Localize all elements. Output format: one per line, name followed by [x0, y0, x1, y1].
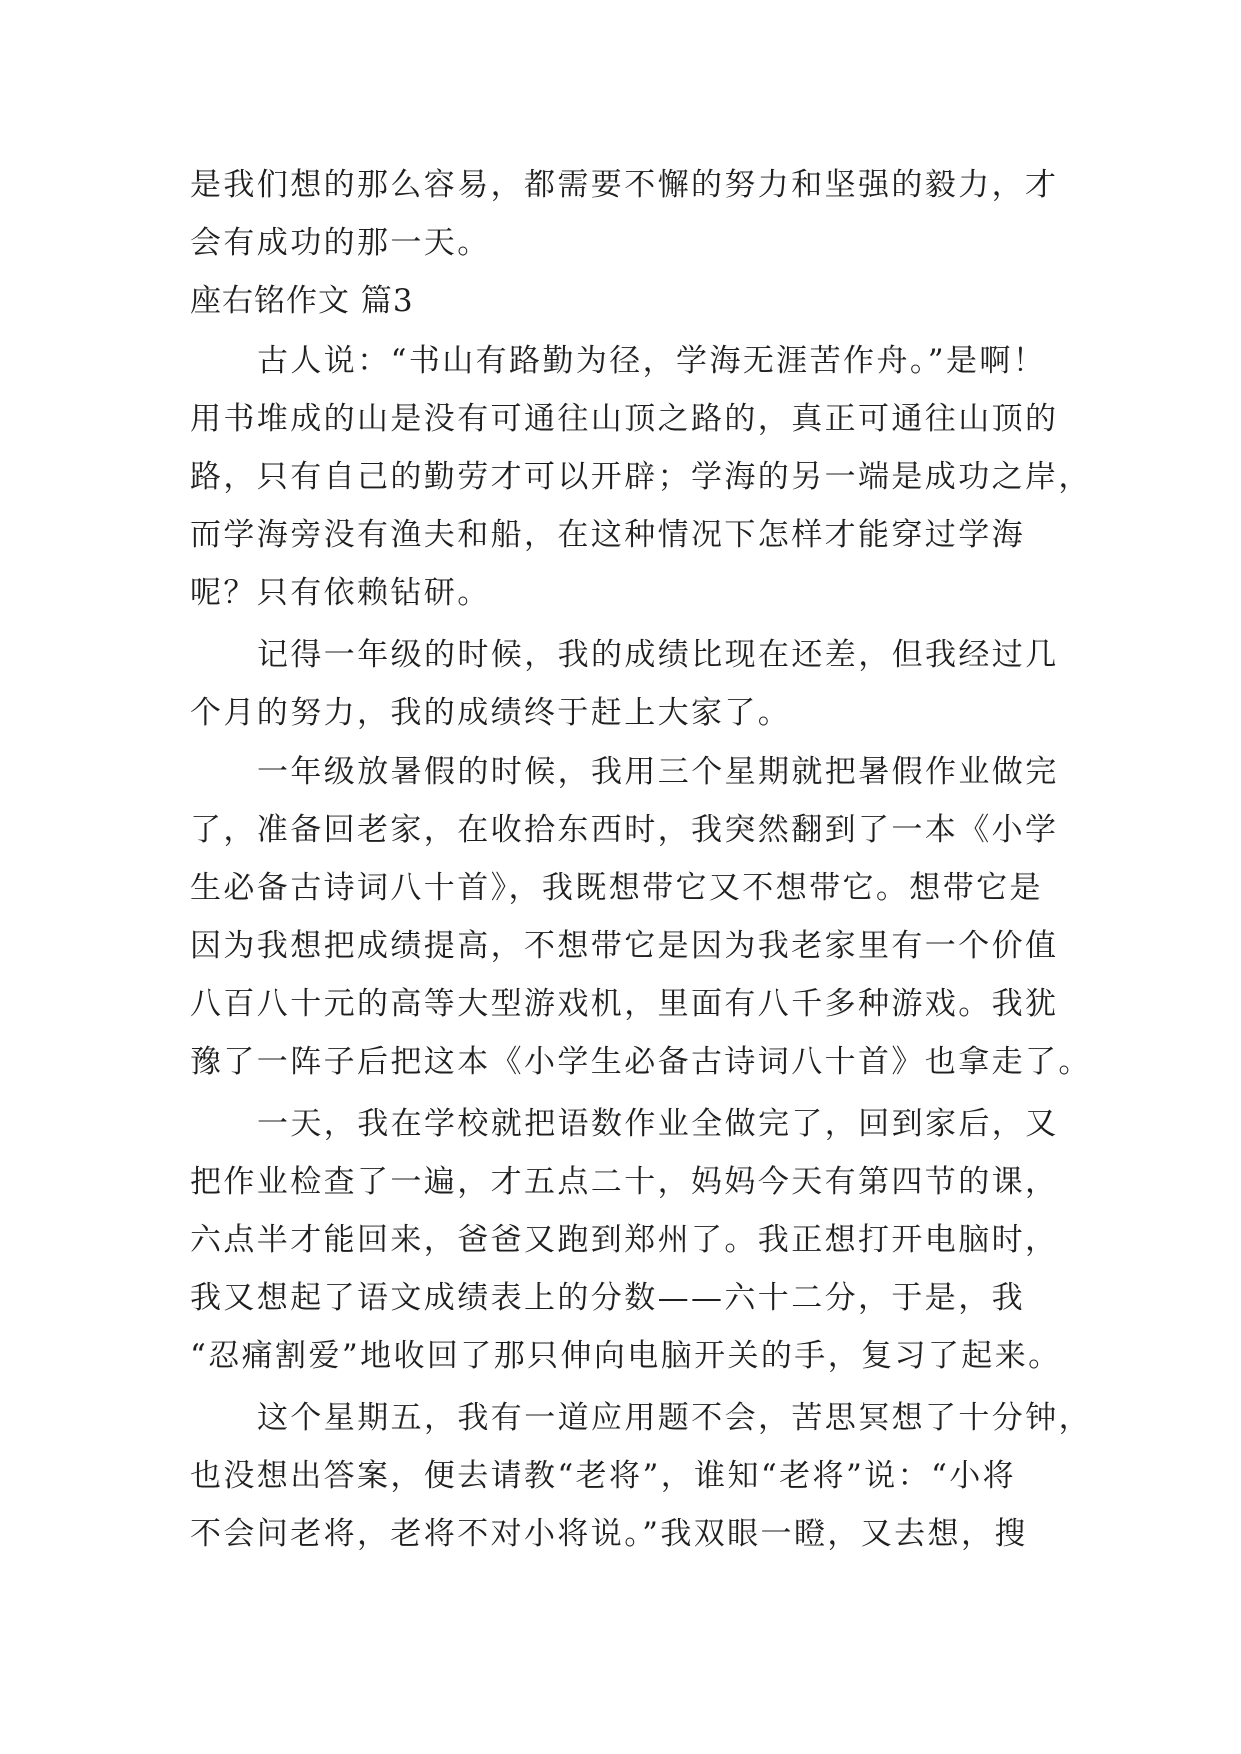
text-line: “忍痛割爱”地收回了那只伸向电脑开关的手，复习了起来。	[190, 1338, 1062, 1374]
text-line: 因为我想把成绩提高，不想带它是因为我老家里有一个价值	[190, 928, 1059, 964]
text-line: 路，只有自己的勤劳才可以开辟；学海的另一端是成功之岸，	[190, 459, 1092, 495]
text-line: 古人说：“书山有路勤为径，学海无涯苦作舟。”是啊！	[257, 343, 1047, 379]
text-line: 六点半才能回来，爸爸又跑到郑州了。我正想打开电脑时，	[190, 1222, 1059, 1258]
text-line: 生必备古诗词八十首》，我既想带它又不想带它。想带它是	[190, 870, 1043, 906]
text-line: 用书堆成的山是没有可通往山顶之路的，真正可通往山顶的	[190, 401, 1059, 437]
text-line: 也没想出答案，便去请教“老将”，谁知“老将”说：“小将	[190, 1458, 1017, 1494]
section-heading: 座右铭作文 篇3	[190, 283, 414, 319]
text-line: 一天，我在学校就把语数作业全做完了，回到家后，又	[257, 1106, 1059, 1142]
text-line: 一年级放暑假的时候，我用三个星期就把暑假作业做完	[257, 754, 1059, 790]
text-line: 了，准备回老家，在收拾东西时，我突然翻到了一本《小学	[190, 812, 1059, 848]
text-line: 呢？只有依赖钻研。	[190, 575, 491, 611]
text-line: 个月的努力，我的成绩终于赶上大家了。	[190, 695, 792, 731]
text-line: 这个星期五，我有一道应用题不会，苦思冥想了十分钟，	[257, 1400, 1092, 1436]
text-line: 记得一年级的时候，我的成绩比现在还差，但我经过几	[257, 637, 1059, 673]
text-line: 豫了一阵子后把这本《小学生必备古诗词八十首》也拿走了。	[190, 1044, 1092, 1080]
text-line: 把作业检查了一遍，才五点二十，妈妈今天有第四节的课，	[190, 1164, 1059, 1200]
text-line: 八百八十元的高等大型游戏机，里面有八千多种游戏。我犹	[190, 986, 1059, 1022]
text-line: 是我们想的那么容易，都需要不懈的努力和坚强的毅力，才	[190, 167, 1059, 203]
text-line: 会有成功的那一天。	[190, 225, 491, 261]
text-line: 我又想起了语文成绩表上的分数——六十二分，于是，我	[190, 1280, 1025, 1316]
text-line: 而学海旁没有渔夫和船，在这种情况下怎样才能穿过学海	[190, 517, 1025, 553]
text-line: 不会问老将，老将不对小将说。”我双眼一瞪，又去想，搜	[190, 1516, 1028, 1552]
